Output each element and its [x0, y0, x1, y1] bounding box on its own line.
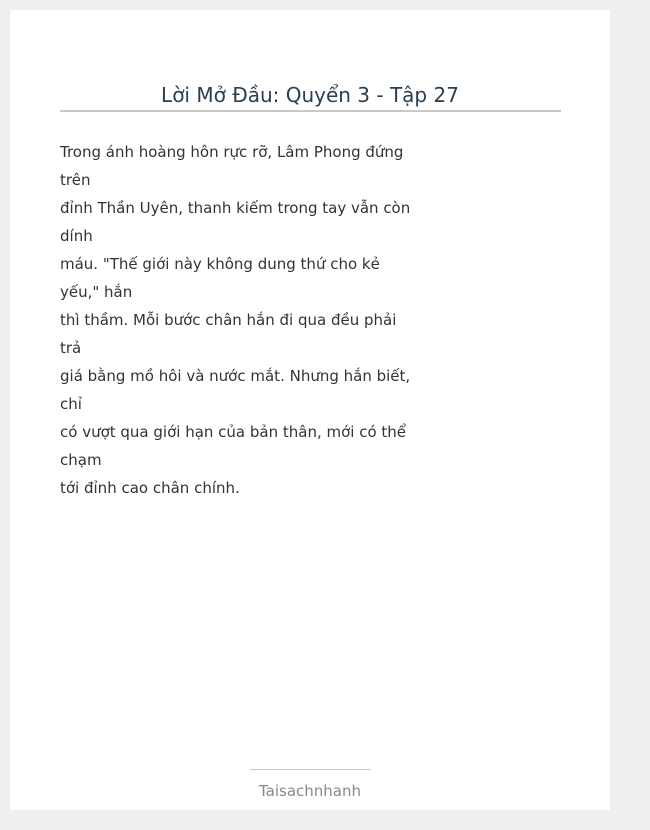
body-line: yếu," hắn: [60, 283, 133, 301]
body-line: chỉ: [60, 395, 82, 413]
body-line: chạm: [60, 451, 102, 469]
body-line: thì thầm. Mỗi bước chân hắn đi qua đều phải: [60, 311, 397, 329]
body-line: dính: [60, 227, 93, 245]
body-line: trên: [60, 171, 91, 189]
body-line: giá bằng mồ hôi và nước mắt. Nhưng hắn biết,: [60, 367, 411, 385]
body-line: máu. "Thế giới này không dung thứ cho kẻ: [60, 255, 380, 273]
body-line: đỉnh Thần Uyên, thanh kiếm trong tay vẫn còn: [60, 199, 411, 217]
footer-divider: [250, 769, 371, 770]
footer-source: Taisachnhanh: [258, 782, 362, 800]
chapter-body: [60, 138, 410, 502]
document-page: [10, 10, 610, 810]
chapter-title: Lời Mở Đầu: Quyển 3 - Tập 27: [161, 83, 459, 107]
body-line: có vượt qua giới hạn của bản thân, mới có thể: [60, 423, 407, 441]
title-divider: [60, 110, 561, 112]
body-line: trả: [60, 339, 82, 357]
body-line: tới đỉnh cao chân chính.: [60, 479, 240, 497]
body-line: Trong ánh hoàng hôn rực rỡ, Lâm Phong đứng: [60, 143, 404, 161]
